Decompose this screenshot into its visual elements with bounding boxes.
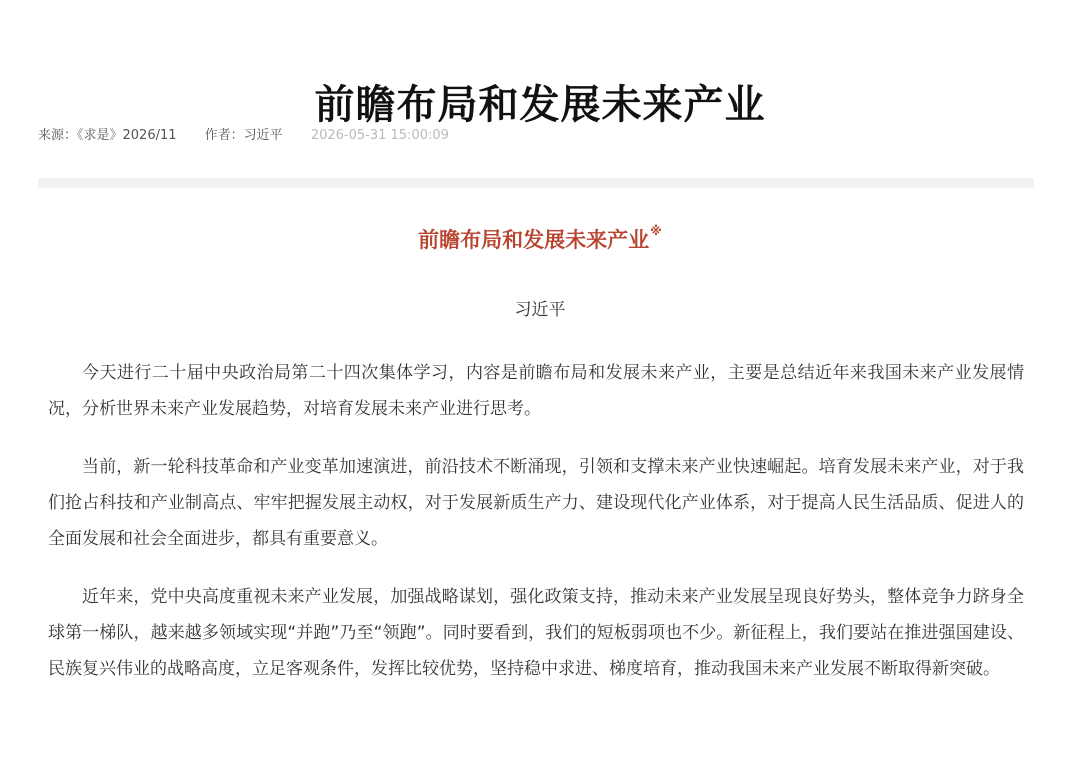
article-title-text: 前瞻布局和发展未来产业 [418, 228, 650, 252]
article-title [0, 222, 1080, 258]
paragraph-2: 当前，新一轮科技革命和产业变革加速演进，前沿技术不断涌现，引领和支撑未来产业快速崛起。培育发展未来产业，对于我们抢占科技和产业制高点、牢牢把握发展主动权，对于发展新质生产力、建设现代化产业体系，对于提高人民生活品质、促进人的全面发展和社会全面进步，都具有重要意义。 [48, 457, 1024, 549]
article-author: 习近平 [514, 300, 566, 320]
page-title: 前瞻布局和发展未来产业 [314, 81, 766, 128]
article-body [48, 355, 1024, 709]
paragraph-3: 近年来，党中央高度重视未来产业发展，加强战略谋划，强化政策支持，推动未来产业发展呈现良好势头，整体竞争力跻身全球第一梯队，越来越多领域实现“并跑”乃至“领跑”。同时要看到，我们的短板弱项也不少。新征程上，我们要站在推进强国建设、民族复兴伟业的战略高度，立足客观条件，发挥比较优势，坚持稳中求进、梯度培育，推动我国未来产业发展不断取得新突破。 [48, 587, 1024, 679]
source-label: 来源：《求是》2026/11 [38, 128, 177, 143]
footnote-mark: ※ [650, 224, 662, 238]
divider [38, 178, 1034, 188]
publish-time: 2026-05-31 15:00:09 [310, 128, 449, 143]
paragraph-1: 今天进行二十届中央政治局第二十四次集体学习，内容是前瞻布局和发展未来产业，主要是总结近年来我国未来产业发展情况，分析世界未来产业发展趋势，对培育发展未来产业进行思考。 [48, 363, 1024, 419]
author-label: 作者：习近平 [204, 128, 283, 143]
article-meta [38, 126, 449, 146]
